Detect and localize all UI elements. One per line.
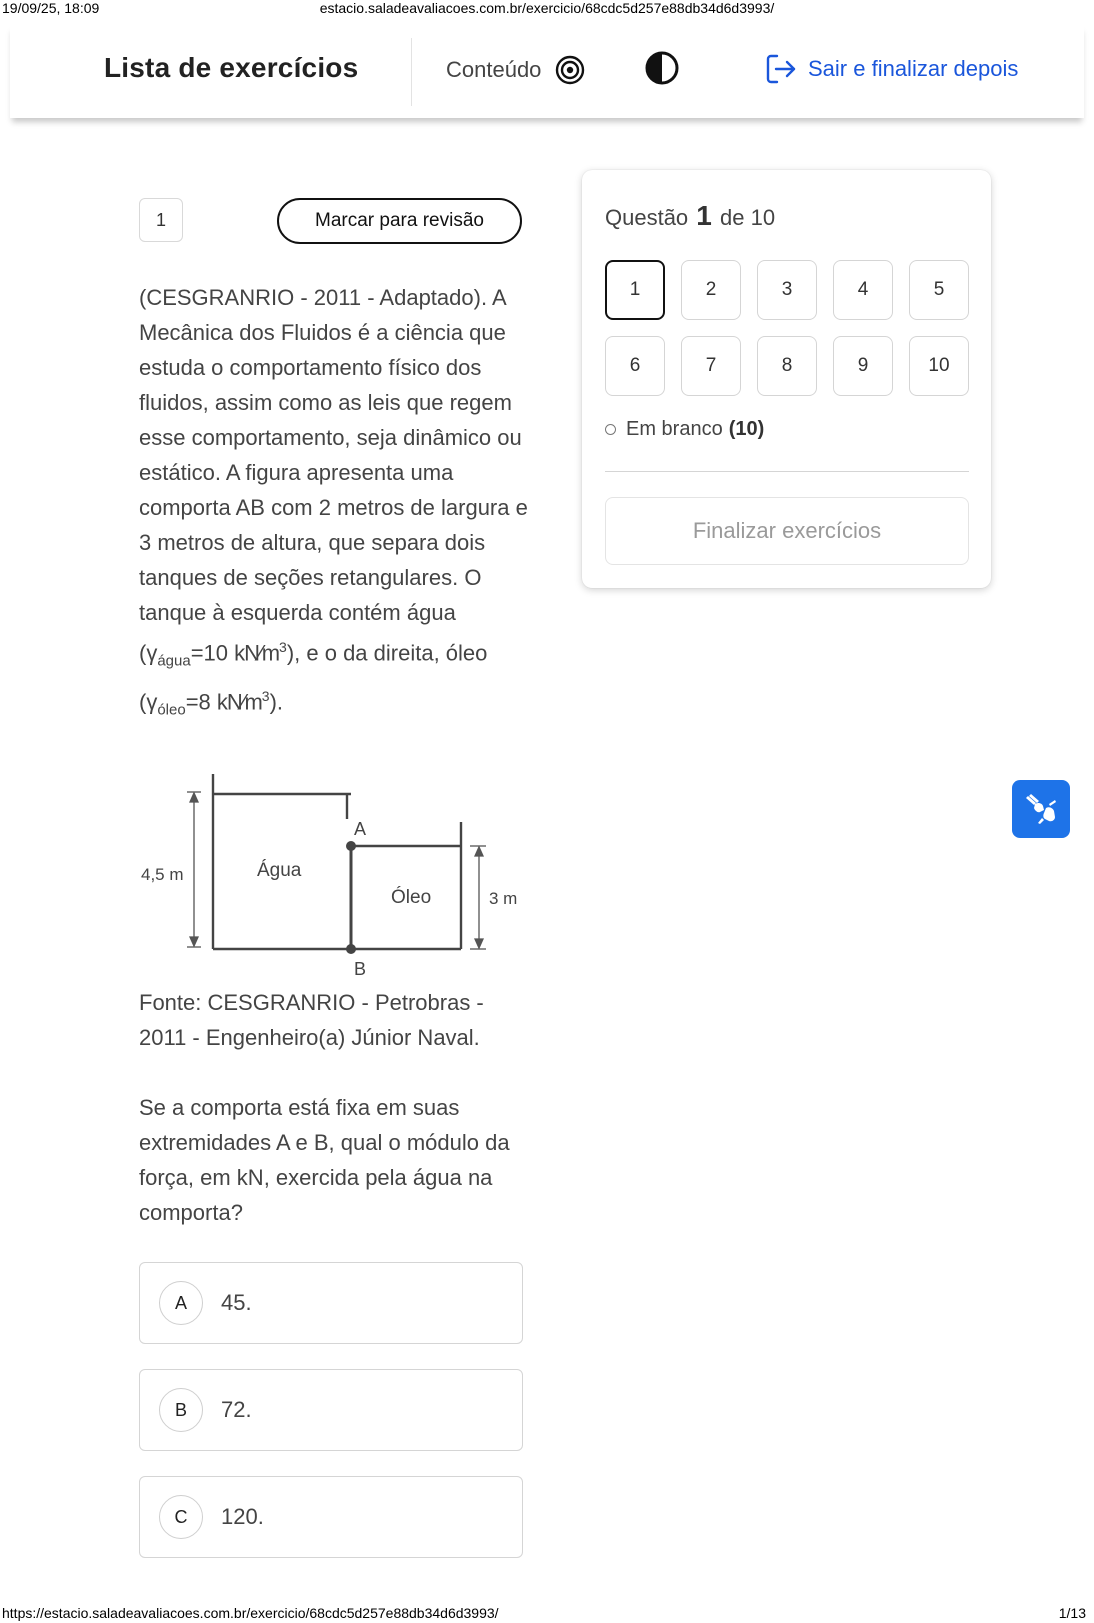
option-text: 45.: [221, 1290, 252, 1315]
header-divider: [411, 38, 412, 106]
oleo-exponent: 3: [261, 687, 270, 704]
height-dimension-left: [187, 792, 201, 947]
navigator-current: 1: [696, 200, 712, 231]
exit-button[interactable]: [764, 52, 1018, 86]
question-button-4[interactable]: 4: [833, 260, 893, 320]
print-footer-url: https://estacio.saladeavaliacoes.com.br/exercicio/68cdc5d257e88db34d6d3993/: [2, 1605, 499, 1621]
navigator-prefix: Questão: [605, 205, 689, 230]
statement-mid: ), e o da direita, óleo (γ: [139, 640, 488, 715]
gamma-agua-subscript: água: [157, 652, 191, 670]
print-page-count: 1/13: [1058, 1605, 1086, 1621]
blank-legend: [605, 418, 764, 441]
target-icon: [554, 54, 586, 86]
question-source: Fonte: CESGRANRIO - Petrobras - 2011 - Engenheiro(a) Júnior Naval.: [139, 990, 484, 1050]
agua-unit: kN⁄m: [234, 640, 280, 666]
finish-button[interactable]: Finalizar exercícios: [605, 497, 969, 565]
oleo-value: =8: [185, 689, 217, 715]
option-text: 120.: [221, 1504, 264, 1529]
option-letter: A: [159, 1281, 203, 1325]
blank-count: (10): [728, 418, 765, 440]
height-dimension-right: [470, 846, 486, 949]
right-height-label: 3 m: [489, 889, 518, 908]
logout-icon: [764, 52, 798, 86]
water-label: Água: [257, 860, 302, 881]
question-button-1[interactable]: 1: [605, 260, 665, 320]
exit-label: Sair e finalizar depois: [808, 56, 1019, 81]
navigator-divider: [605, 471, 969, 472]
statement-close: ).: [269, 689, 284, 715]
option-text: 72.: [221, 1397, 252, 1422]
question-button-8[interactable]: 8: [757, 336, 817, 396]
option-a[interactable]: [139, 1262, 523, 1344]
mark-review-button[interactable]: Marcar para revisão: [277, 198, 522, 244]
question-prompt: Se a comporta está fixa em suas extremidades A e B, qual o módulo da força, em kN, exercida pela água na comporta?: [139, 1095, 510, 1225]
blank-label: Em branco: [626, 418, 723, 440]
app-header: [10, 24, 1084, 118]
agua-value: =10: [190, 640, 235, 666]
question-button-10[interactable]: 10: [909, 336, 969, 396]
left-height-label: 4,5 m: [141, 865, 184, 884]
blank-dot-icon: [605, 424, 616, 435]
question-number: 1: [139, 198, 183, 242]
label-b: B: [354, 959, 367, 979]
navigator-suffix: de 10: [720, 205, 776, 230]
answer-options: [139, 1262, 523, 1583]
option-b[interactable]: [139, 1369, 523, 1451]
question-button-9[interactable]: 9: [833, 336, 893, 396]
oil-label: Óleo: [391, 887, 432, 908]
page-title: Lista de exercícios: [104, 52, 359, 83]
conteudo-label: Conteúdo: [446, 57, 542, 82]
print-header: [0, 0, 1094, 18]
statement-intro: (CESGRANRIO - 2011 - Adaptado). A Mecânica dos Fluidos é a ciência que estuda o comportamento físico dos fluidos, assim como as leis que regem esse comportamento, seja dinâmico ou estático. A figura apresenta uma comporta AB com 2 metros de largura e 3 metros de altura, que separa dois tanques de seções retangulares. O tanque à esquerda contém água (γ: [139, 285, 528, 666]
option-c[interactable]: [139, 1476, 523, 1558]
question-button-2[interactable]: 2: [681, 260, 741, 320]
question-statement: [139, 280, 529, 727]
libras-button[interactable]: [1012, 780, 1070, 838]
tank-figure: [139, 774, 524, 984]
gamma-oleo-subscript: óleo: [157, 701, 186, 719]
print-datetime: 19/09/25, 18:09: [2, 0, 100, 16]
navigator-title: [605, 200, 775, 232]
option-letter: B: [159, 1388, 203, 1432]
label-a: A: [354, 819, 367, 839]
oleo-unit: kN⁄m: [216, 689, 262, 715]
question-button-3[interactable]: 3: [757, 260, 817, 320]
sign-language-icon: [1022, 790, 1060, 828]
option-letter: C: [159, 1495, 203, 1539]
print-footer: [0, 1605, 1094, 1623]
point-b: [346, 944, 356, 954]
oil-tank: [351, 822, 461, 949]
question-navigator: [582, 170, 991, 588]
question-button-5[interactable]: 5: [909, 260, 969, 320]
agua-exponent: 3: [279, 639, 287, 655]
question-button-6[interactable]: 6: [605, 336, 665, 396]
contrast-icon[interactable]: [644, 50, 680, 86]
question-button-7[interactable]: 7: [681, 336, 741, 396]
question-grid: [605, 260, 969, 396]
conteudo-button[interactable]: [446, 54, 541, 86]
print-page-url: estacio.saladeavaliacoes.com.br/exercicio/68cdc5d257e88db34d6d3993/: [319, 0, 775, 16]
